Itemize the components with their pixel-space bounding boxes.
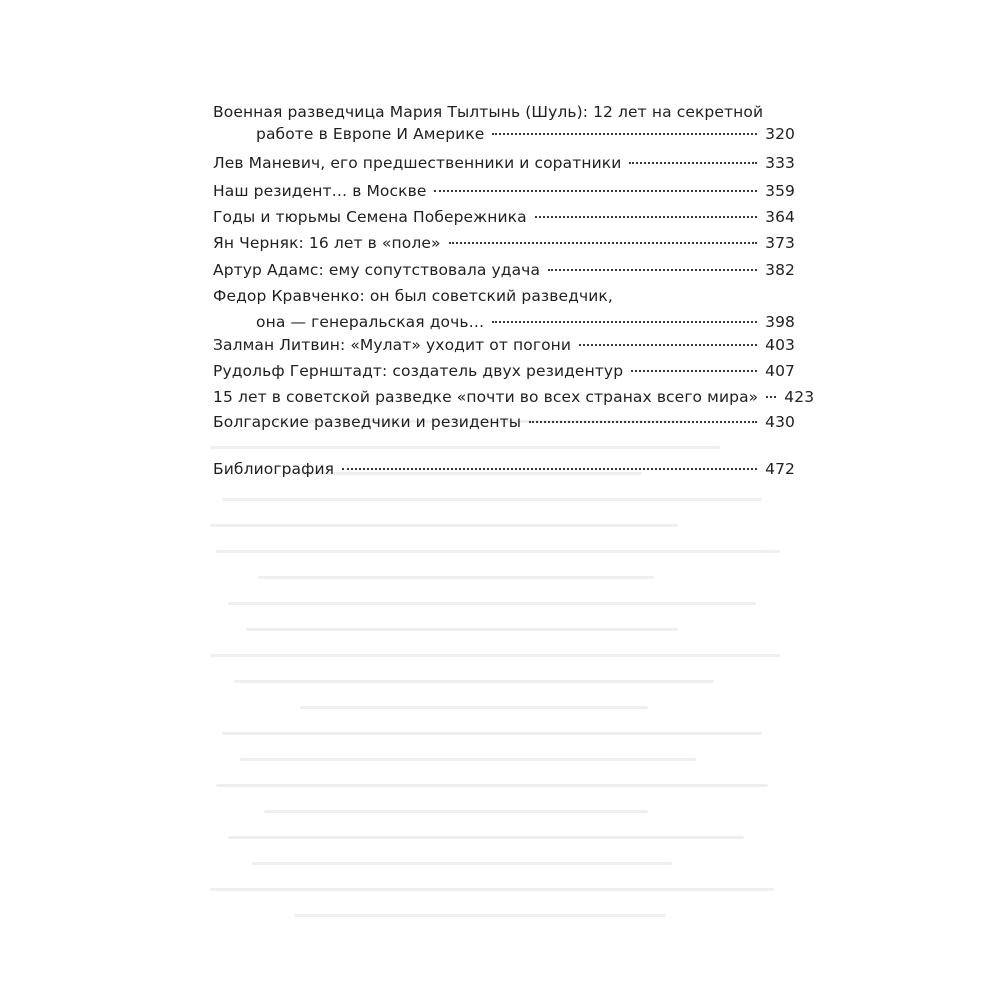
toc-entry[interactable] xyxy=(213,232,795,254)
dot-leader xyxy=(342,468,757,470)
toc-entry-line xyxy=(213,180,795,202)
toc-entry-line xyxy=(213,101,795,123)
toc-entry-line xyxy=(213,360,795,382)
bleed-through-texture xyxy=(210,420,810,980)
toc-entry-title: Залман Литвин: «Мулат» уходит от погони xyxy=(213,336,572,354)
dot-leader xyxy=(449,242,758,244)
dot-leader xyxy=(629,162,757,164)
dot-leader xyxy=(766,396,776,398)
toc-page-number: 430 xyxy=(765,413,795,431)
dot-leader xyxy=(535,216,757,218)
toc-page-number: 373 xyxy=(765,234,795,252)
toc-entry-title: Годы и тюрьмы Семена Побережника xyxy=(213,208,527,226)
toc-entry-title: Артур Адамс: ему сопутствовала удача xyxy=(213,261,541,279)
toc-page-number: 382 xyxy=(765,261,795,279)
toc-entry-line xyxy=(213,285,795,307)
toc-page-number: 472 xyxy=(765,460,795,478)
toc-entry-title-continued: она — генеральская дочь… xyxy=(256,313,485,331)
toc-entry-line xyxy=(213,152,795,174)
toc-page-number: 333 xyxy=(765,154,795,172)
toc-entry[interactable] xyxy=(213,101,795,145)
toc-entry-line xyxy=(213,311,795,333)
toc-entry[interactable] xyxy=(213,259,795,281)
toc-entry-line xyxy=(213,386,815,408)
toc-entry-title: Военная разведчица Мария Тылтынь (Шуль): 12 лет на секретной xyxy=(213,103,764,121)
toc-entry-line xyxy=(213,232,795,254)
toc-page-number: 403 xyxy=(765,336,795,354)
toc-entry-title: Федор Кравченко: он был советский разведчик, xyxy=(213,287,613,305)
dot-leader xyxy=(529,421,757,423)
toc-entry[interactable] xyxy=(213,334,795,356)
toc-entry-line xyxy=(213,123,795,145)
toc-entry-bibliography[interactable] xyxy=(213,458,795,480)
dot-leader xyxy=(631,370,757,372)
toc-entry-title: 15 лет в советской разведке «почти во всех странах всего мира» xyxy=(213,388,759,406)
toc-entry[interactable] xyxy=(213,152,795,174)
toc-entry-title: Ян Черняк: 16 лет в «поле» xyxy=(213,234,441,252)
dot-leader xyxy=(434,190,757,192)
toc-entry[interactable] xyxy=(213,206,795,228)
toc-entry-title: Лев Маневич, его предшественники и соратники xyxy=(213,154,622,172)
toc-entry-line xyxy=(213,458,795,480)
toc-entry-title: Рудольф Гернштадт: создатель двух резидентур xyxy=(213,362,624,380)
toc-entry[interactable] xyxy=(213,285,795,333)
toc-entry-title: Болгарские разведчики и резиденты xyxy=(213,413,522,431)
toc-page-number: 364 xyxy=(765,208,795,226)
toc-page-number: 398 xyxy=(765,313,795,331)
toc-entry-title-continued: работе в Европе И Америке xyxy=(256,125,485,143)
dot-leader xyxy=(492,321,757,323)
dot-leader xyxy=(579,344,757,346)
toc-entry[interactable] xyxy=(213,180,795,202)
toc-entry[interactable] xyxy=(213,386,815,408)
toc-entry-line xyxy=(213,259,795,281)
toc-entry[interactable] xyxy=(213,411,795,433)
toc-page-number: 359 xyxy=(765,182,795,200)
toc-page-number: 407 xyxy=(765,362,795,380)
toc-page-number: 423 xyxy=(784,388,815,406)
toc-entry-line xyxy=(213,334,795,356)
toc-entry-line xyxy=(213,411,795,433)
toc-page-number: 320 xyxy=(765,125,795,143)
dot-leader xyxy=(492,133,757,135)
toc-entry[interactable] xyxy=(213,360,795,382)
toc-entry-title: Наш резидент… в Москве xyxy=(213,182,427,200)
toc-entry-title: Библиография xyxy=(213,460,335,478)
dot-leader xyxy=(548,269,757,271)
toc-entry-line xyxy=(213,206,795,228)
